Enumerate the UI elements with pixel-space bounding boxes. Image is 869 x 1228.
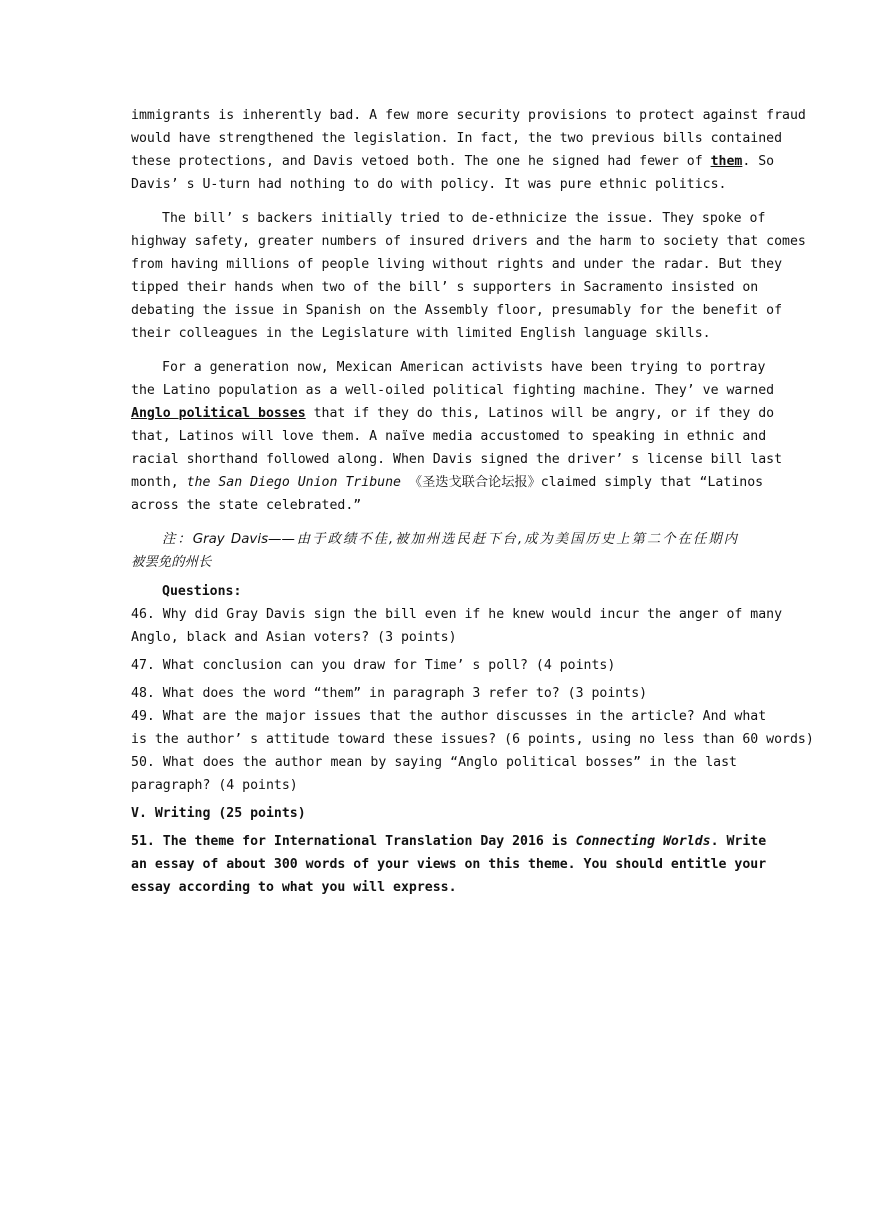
spacer	[131, 517, 737, 528]
questions-heading: Questions:	[162, 584, 242, 599]
question-47: 47. What conclusion can you draw for Time’ s poll? (4 points)	[131, 658, 616, 673]
text-line: highway safety, greater numbers of insured drivers and the harm to society that comes	[131, 234, 806, 249]
paragraph-2	[131, 207, 806, 345]
footnote-line: 注：Gray Davis——由于政绩不佳,被加州选民赶下台,成为美国历史上第二个在任期内	[162, 532, 737, 547]
text-line: debating the issue in Spanish on the Assembly floor, presumably for the benefit of	[131, 303, 783, 318]
text-line: the Latino population as a well-oiled political fighting machine. They’ ve warned	[131, 383, 775, 398]
question-46-cont: Anglo, black and Asian voters? (3 points)	[131, 630, 457, 645]
text-line	[131, 402, 775, 425]
text-span: . So	[742, 154, 775, 169]
text-span: month,	[131, 475, 187, 490]
underlined-phrase-anglo-political-bosses: Anglo political bosses	[131, 406, 306, 421]
text-span: that if they do this, Latinos will be angry, or if they do	[305, 406, 775, 421]
text-line: The bill’ s backers initially tried to de-ethnicize the issue. They spoke of	[162, 211, 766, 226]
text-line	[131, 471, 764, 494]
text-line: racial shorthand followed along. When Davis signed the driver’ s license bill last	[131, 452, 783, 467]
paragraph-3	[131, 356, 783, 517]
question-51-cont: an essay of about 300 words of your views on this theme. You should entitle your	[131, 857, 767, 872]
question-50: 50. What does the author mean by saying “Anglo political bosses” in the last	[131, 755, 737, 770]
spacer	[131, 196, 737, 207]
underlined-word-them: them	[710, 154, 743, 169]
footnote-line: 被罢免的州长	[131, 555, 212, 570]
question-49-cont: is the author’ s attitude toward these issues? (6 points, using no less than 60 words)	[131, 732, 814, 747]
question-46: 46. Why did Gray Davis sign the bill even if he knew would incur the anger of many	[131, 607, 783, 622]
text-line: Davis’ s U-turn had nothing to do with policy. It was pure ethnic politics.	[131, 177, 727, 192]
question-51	[131, 830, 767, 853]
text-line: that, Latinos will love them. A naïve media accustomed to speaking in ethnic and	[131, 429, 767, 444]
question-49: 49. What are the major issues that the author discusses in the article? And what	[131, 709, 767, 724]
paragraph-1	[131, 104, 806, 196]
writing-heading: V. Writing (25 points)	[131, 806, 306, 821]
text-line: immigrants is inherently bad. A few more security provisions to protect against fraud	[131, 108, 806, 123]
text-line: across the state celebrated.”	[131, 498, 362, 513]
text-line	[131, 150, 775, 173]
question-51-cont: essay according to what you will express.	[131, 880, 457, 895]
theme-title: Connecting Worlds	[575, 834, 711, 849]
text-line: from having millions of people living without rights and under the radar. But they	[131, 257, 783, 272]
text-span: . Write	[710, 834, 767, 849]
text-line: would have strengthened the legislation. In fact, the two previous bills contained	[131, 131, 783, 146]
questions-section	[131, 580, 814, 797]
question-48: 48. What does the word “them” in paragraph 3 refer to? (3 points)	[131, 686, 648, 701]
question-50-cont: paragraph? (4 points)	[131, 778, 298, 793]
newspaper-name: the San Diego Union Tribune	[186, 475, 401, 490]
text-span: 《圣迭戈联合论坛报》claimed simply that “Latinos	[400, 475, 764, 490]
text-span: 51. The theme for International Translation Day 2016 is	[131, 834, 576, 849]
text-line: their colleagues in the Legislature with limited English language skills.	[131, 326, 711, 341]
text-line: For a generation now, Mexican American activists have been trying to portray	[162, 360, 766, 375]
text-line: tipped their hands when two of the bill’ s supporters in Sacramento insisted on	[131, 280, 759, 295]
footnote	[131, 528, 737, 574]
document-page	[131, 104, 814, 899]
text-span: these protections, and Davis vetoed both. The one he signed had fewer of	[131, 154, 711, 169]
writing-section	[131, 802, 767, 899]
spacer	[131, 345, 737, 356]
